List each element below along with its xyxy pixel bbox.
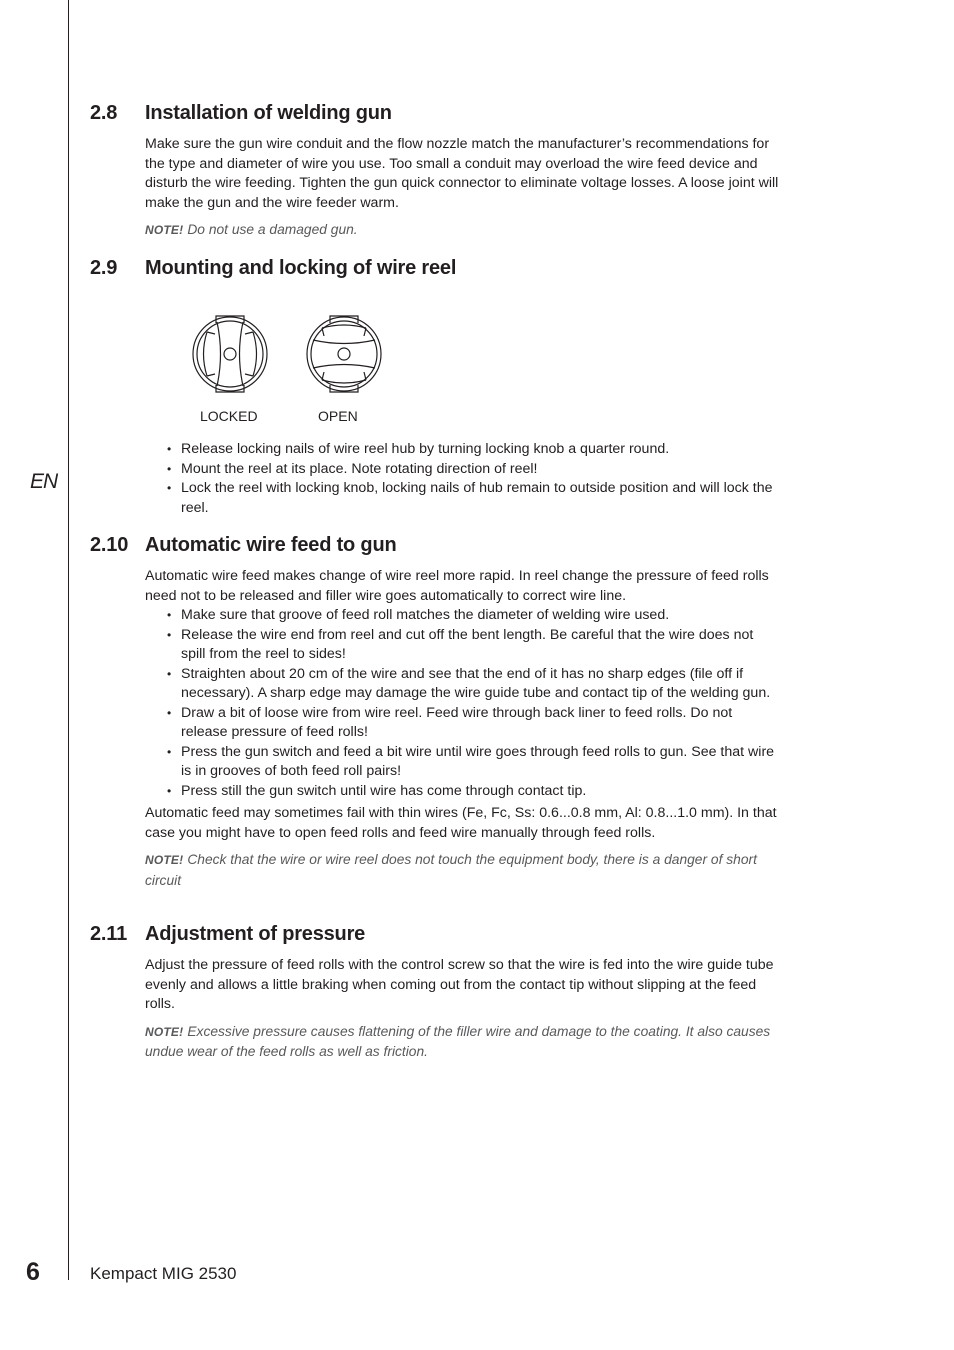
section-adjustment-of-pressure <box>90 923 780 1062</box>
list-item: • Draw a bit of loose wire from wire reel. Feed wire through back liner to feed rolls. Do not release pressure of feed rolls! <box>145 704 780 743</box>
wire-reel-instructions <box>90 440 780 518</box>
caption-open: OPEN <box>318 408 358 424</box>
caption-locked: LOCKED <box>200 408 258 424</box>
section-installation-of-welding-gun <box>90 102 780 241</box>
note <box>145 850 780 890</box>
section-number: 2.10 <box>90 534 129 556</box>
reel-knob-drawings <box>190 310 390 400</box>
product-name: Kempact MIG 2530 <box>90 1264 237 1283</box>
note <box>145 220 780 241</box>
bullet-list <box>145 606 780 801</box>
bullet-list <box>145 440 780 518</box>
list-item: • Press the gun switch and feed a bit wire until wire goes through feed rolls to gun. See that wire is in grooves of both feed roll pairs! <box>145 743 780 782</box>
list-item: • Release locking nails of wire reel hub by turning locking knob a quarter round. <box>145 440 780 460</box>
section-mounting-and-locking-of-wire-reel <box>90 257 780 290</box>
open-knob-icon <box>307 316 381 392</box>
list-item: • Make sure that groove of feed roll matches the diameter of welding wire used. <box>145 606 780 626</box>
locked-knob-icon <box>193 316 267 392</box>
note-text: Excessive pressure causes flattening of the filler wire and damage to the coating. It also causes undue wear of the feed rolls as well as friction. <box>145 1023 771 1059</box>
section-heading <box>90 102 780 125</box>
list-item: • Press still the gun switch until wire has come through contact tip. <box>145 782 780 802</box>
paragraph: Adjust the pressure of feed rolls with the control screw so that the wire is fed into the wire guide tube evenly and allows a little braking when coming out from the contact tip without slipping at the feed rolls. <box>145 957 774 1012</box>
list-item: • Release the wire end from reel and cut off the bent length. Be careful that the wire does not spill from the reel to sides! <box>145 626 780 665</box>
paragraph: Make sure the gun wire conduit and the flow nozzle match the manufacturer’s recommendations for the type and diameter of wire you use. Too small a conduit may overload the wire feed device and disturb the wire feeding. Tighten the gun quick connector to eliminate voltage losses. A loose joint will make the gun and the wire feeder warm. <box>145 136 779 211</box>
footer-divider <box>68 1262 69 1280</box>
section-automatic-wire-feed-to-gun <box>90 534 780 890</box>
note-label: NOTE! <box>145 223 184 237</box>
list-item: • Mount the reel at its place. Note rotating direction of reel! <box>145 460 780 480</box>
section-title: Automatic wire feed to gun <box>145 534 397 556</box>
note-label: NOTE! <box>145 853 184 867</box>
note-text: Check that the wire or wire reel does not touch the equipment body, there is a danger of short circuit <box>145 852 757 888</box>
wire-reel-lock-figure <box>190 310 390 430</box>
section-heading <box>90 257 780 280</box>
section-heading <box>90 923 780 946</box>
paragraph: Automatic wire feed makes change of wire reel more rapid. In reel change the pressure of feed rolls need not to be released and filler wire goes automatically to correct wire line. <box>145 568 769 604</box>
note-label: NOTE! <box>145 1024 184 1039</box>
section-title: Mounting and locking of wire reel <box>145 257 457 279</box>
paragraph: Automatic feed may sometimes fail with thin wires (Fe, Fc, Ss: 0.6...0.8 mm, Al: 0.8...1.0 mm). In that case you might have to open feed rolls and feed wire manually through feed rolls. <box>145 805 777 841</box>
section-number: 2.11 <box>90 923 128 945</box>
section-number: 2.9 <box>90 257 118 279</box>
section-heading <box>90 534 780 557</box>
page-number: 6 <box>26 1258 40 1286</box>
list-item: • Straighten about 20 cm of the wire and see that the end of it has no sharp edges (file off if necessary). A sharp edge may damage the wire guide tube and contact tip of the welding gun. <box>145 665 780 704</box>
language-tab: EN <box>30 470 58 493</box>
section-number: 2.8 <box>90 102 118 124</box>
note <box>145 1022 780 1062</box>
section-title: Adjustment of pressure <box>145 923 366 945</box>
margin-rule <box>68 0 69 1280</box>
note-text: Do not use a damaged gun. <box>187 222 358 237</box>
list-item: • Lock the reel with locking knob, locking nails of hub remain to outside position and will lock the reel. <box>145 479 780 518</box>
section-title: Installation of welding gun <box>145 102 392 124</box>
